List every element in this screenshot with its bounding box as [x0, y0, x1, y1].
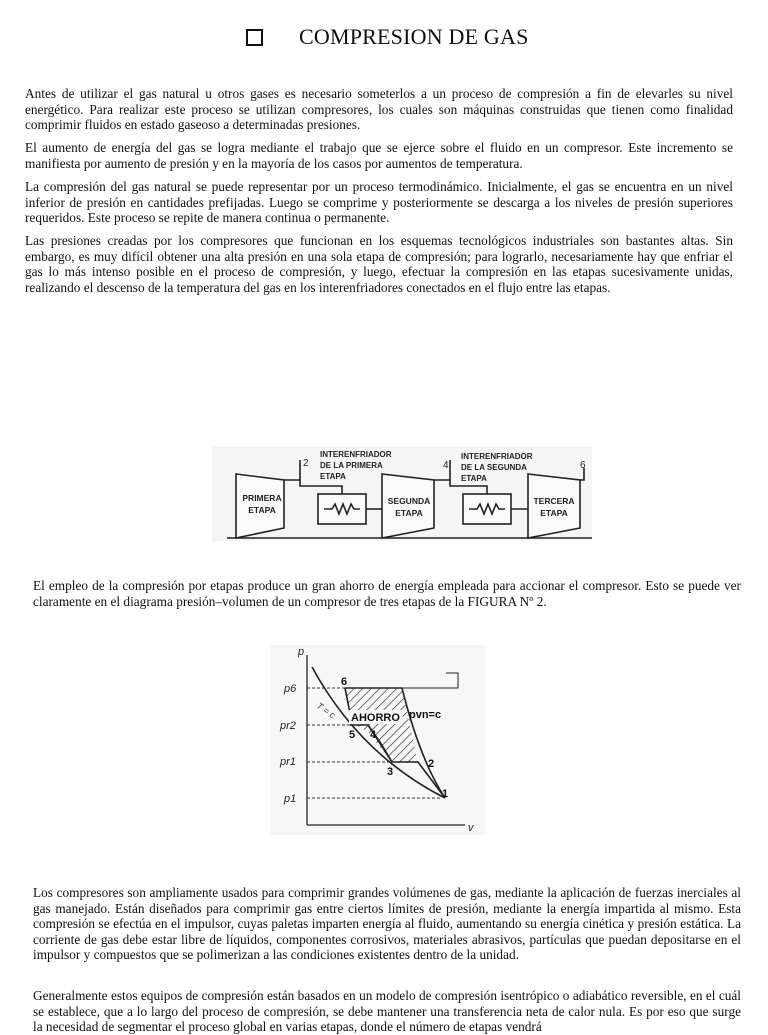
stage-3-label-line1: TERCERA [533, 496, 575, 506]
point-6-marker: 6 [341, 676, 348, 688]
polytropic-label: pvn=c [409, 709, 442, 721]
paragraph-energy: El aumento de energía del gas se logra mediante el trabajo que se ejerce sobre el fluido en un compresor. Este incremento se manifiesta por aumento de presión y en la mayoría de los casos por aumentos de temperatura. [25, 140, 733, 171]
paragraph-isentropic: Generalmente estos equipos de compresión están basados en un modelo de compresión isentrópico o adiabático reversible, en el cuál se establece, que a lo largo del proceso de compresión, se debe mantener una transferencia neta de calor nula. Es por eso que surge la necesidad de segmentar el proceso global en varias etapas, donde el número de etapas vendrá [33, 988, 741, 1034]
point-2-marker: 2 [428, 758, 435, 770]
x-axis-label: v [468, 822, 474, 834]
paragraph-stages: Las presiones creadas por los compresores que funcionan en los esquemas tecnológicos industriales son bastantes altas. Sin embargo, es muy difícil obtener una alta presión en una sola etapa de compresión; para lograrlo, necesariamente hay que enfriar el gas lo más intenso posible en el proceso de compresión, y luego, efectuar la compresión en las etapas sucesivamente unidas, realizando el descenso de la temperatura del gas en los interenfriadores conectados en el flujo entre las etapas. [25, 233, 733, 295]
page-title-text: COMPRESION DE GAS [299, 24, 529, 49]
stage-2-compressor-shape [382, 474, 434, 538]
cooler-1-label-line1: INTERENFRIADOR [320, 450, 392, 459]
stage-3-label-line2: ETAPA [540, 508, 568, 518]
point-3-marker: 3 [387, 766, 394, 778]
tick-pr2: pr2 [280, 720, 296, 732]
point-1-marker: 1 [442, 788, 449, 800]
point-6-label: 6 [580, 460, 586, 471]
stage-1-label-line2: ETAPA [248, 505, 276, 515]
stage-2-label-line2: ETAPA [395, 508, 423, 518]
cooler-2-label-line2: DE LA SEGUNDA [461, 463, 527, 472]
cooler-2-label-line1: INTERENFRIADOR [461, 452, 533, 461]
three-stage-compressor-diagram [212, 446, 592, 541]
y-axis-label: p [298, 646, 305, 658]
paragraph-savings: El empleo de la compresión por etapas produce un gran ahorro de energía empleada para accionar el compresor. Esto se puede ver claramente en el diagrama presión–volumen de un compresor de tres etapas de la FIGURA Nº 2. [33, 578, 741, 609]
tick-p1: p1 [284, 793, 297, 805]
stage-3-compressor-shape [528, 474, 580, 538]
stage-1-label-line1: PRIMERA [242, 493, 282, 503]
point-5-marker: 5 [349, 729, 356, 741]
tick-pr1: pr1 [280, 756, 296, 768]
pressure-volume-diagram [270, 645, 485, 835]
paragraph-compressors: Los compresores son ampliamente usados para comprimir grandes volúmenes de gas, mediante la aplicación de fuerzas inerciales al gas manejado. Están diseñados para comprimir gas entre ciertos límites de presión, mediante la energía impartida al mismo. Esta compresión se efectúa en el impulsor, cuyas paletas imparten energía al fluido, aumentando su energía cinética y presión estática. La corriente de gas debe estar libre de líquidos, componentes corrosivos, materiales abrasivos, partículas que puedan depositarse en el impulsor y compuestos que se polimerizan a las condiciones existentes dentro de la unidad. [33, 885, 741, 962]
stage-2-label-line1: SEGUNDA [387, 496, 431, 506]
point-4-label: 4 [443, 460, 449, 471]
point-2-label: 2 [303, 458, 309, 469]
checkbox-bullet-icon [246, 29, 263, 46]
cooler-1-label-line2: DE LA PRIMERA [320, 461, 383, 470]
paragraph-thermodynamic: La compresión del gas natural se puede representar por un proceso termodinámico. Inicialmente, el gas se encuentra en un nivel inferior de presión en cantidades prefijadas. Luego se comprime y posteriormente se descarga a los niveles de presión superiores requeridos. Este proceso se repite de manera continua o permanente. [25, 179, 733, 225]
savings-label: AHORRO [351, 712, 400, 724]
tick-p6: p6 [284, 683, 297, 695]
cooler-1-label-line3: ETAPA [320, 472, 346, 481]
paragraph-intro: Antes de utilizar el gas natural u otros gases es necesario someterlos a un proceso de compresión a fin de elevarles su nivel energético. Para realizar este proceso se utilizan compresores, los cuales son máquinas construidas que tienen como finalidad comprimir fluidos en estado gaseoso a determinadas presiones. [25, 86, 733, 132]
point-4-marker: 4 [370, 729, 377, 741]
page-title [246, 22, 529, 52]
isothermal-label: T = c [314, 700, 338, 721]
cooler-2-label-line3: ETAPA [461, 474, 487, 483]
